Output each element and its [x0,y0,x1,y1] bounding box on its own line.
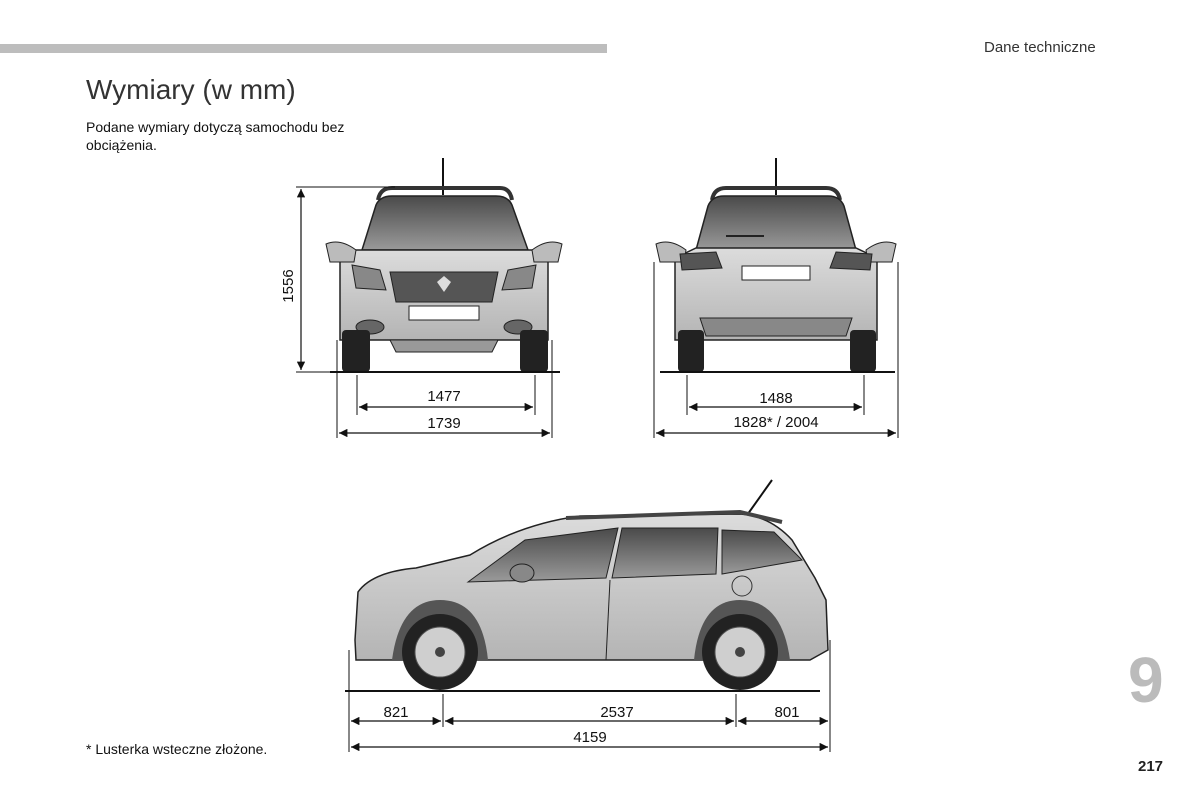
front-width-value: 1739 [427,415,461,432]
side-car-illustration [355,480,828,690]
rear-width-value: 1828* / 2004 [733,414,819,431]
intro-text: Podane wymiary dotyczą samochodu bez obciążenia. [86,119,345,153]
rear-overhang-value: 801 [774,704,800,721]
rear-track-value: 1488 [759,390,793,407]
length-value: 4159 [573,729,607,746]
front-overhang-value: 821 [383,704,409,721]
front-car-illustration [326,158,562,372]
footnote: * Lusterka wsteczne złożone. [86,741,268,757]
front-height-value: 1556 [280,269,297,303]
side-view [345,480,830,752]
section-title: Dane techniczne [984,39,1096,56]
rear-car-illustration [656,158,896,372]
rear-view [654,158,898,438]
front-view [280,158,562,438]
front-track-value: 1477 [427,388,461,405]
chapter-number: 9 [1128,644,1164,716]
page-number: 217 [1138,758,1164,775]
page-title: Wymiary (w mm) [86,74,296,105]
wheelbase-value: 2537 [600,704,634,721]
